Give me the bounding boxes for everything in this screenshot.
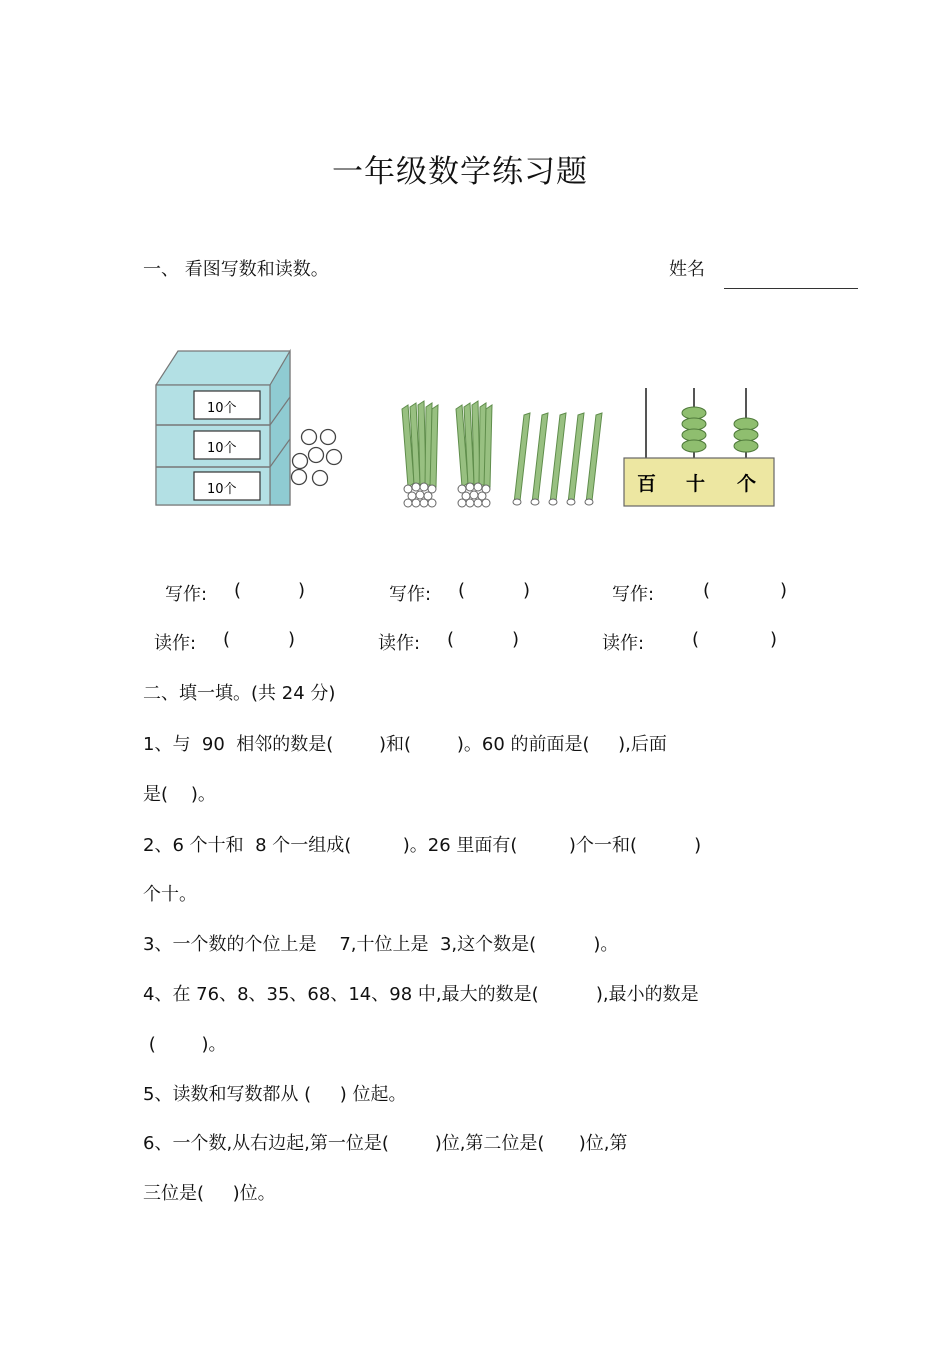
box-label-3: 10个 <box>207 482 237 497</box>
question-1-line-2: 是( )。 <box>143 784 216 805</box>
write-paren-close-2: ) <box>523 580 531 601</box>
loose-circles <box>292 430 342 486</box>
question-6-line-1: 6、一个数,从右边起,第一位是( )位,第二位是( )位,第 <box>143 1133 628 1154</box>
write-label-2: 写作: <box>389 584 432 605</box>
write-paren-close-1: ) <box>298 580 306 601</box>
read-paren-close-3: ) <box>770 629 778 650</box>
question-2-line-2: 个十。 <box>143 884 197 905</box>
write-paren-close-3: ) <box>780 580 788 601</box>
question-4-line-2: ( )。 <box>143 1034 227 1055</box>
write-paren-open-3: ( <box>703 580 711 601</box>
question-1-line-1: 1、与 90 相邻的数是( )和( )。60 的前面是( ),后面 <box>143 734 667 755</box>
abacus-label-hundreds: 百 <box>637 473 657 495</box>
name-label: 姓名 <box>669 259 705 280</box>
read-paren-close-2: ) <box>512 629 520 650</box>
question-6-line-2: 三位是( )位。 <box>143 1183 276 1204</box>
read-label-2: 读作: <box>378 633 421 654</box>
tens-beads <box>682 407 706 452</box>
abacus-figure <box>620 383 780 513</box>
stick-bundle-2 <box>456 401 492 487</box>
question-3: 3、一个数的个位上是 7,十位上是 3,这个数是( )。 <box>143 934 619 955</box>
question-5: 5、读数和写数都从 ( ) 位起。 <box>143 1084 407 1105</box>
question-4-line-1: 4、在 76、8、35、68、14、98 中,最大的数是( ),最小的数是 <box>143 984 699 1005</box>
single-sticks <box>514 413 602 503</box>
box-stack-figure <box>150 345 350 515</box>
write-label-3: 写作: <box>612 584 655 605</box>
read-paren-open-1: ( <box>223 629 231 650</box>
section1-heading: 一、 看图写数和读数。 <box>143 259 329 280</box>
read-paren-open-2: ( <box>447 629 455 650</box>
read-paren-open-3: ( <box>692 629 700 650</box>
read-label-3: 读作: <box>602 633 645 654</box>
abacus-label-ones: 个 <box>737 473 757 495</box>
write-paren-open-2: ( <box>458 580 466 601</box>
box-label-2: 10个 <box>207 441 237 456</box>
section2-heading: 二、填一填。(共 24 分) <box>143 683 336 704</box>
write-paren-open-1: ( <box>234 580 242 601</box>
stick-bundles-figure <box>398 395 608 515</box>
read-paren-close-1: ) <box>288 629 296 650</box>
question-2-line-1: 2、6 个十和 8 个一组成( )。26 里面有( )个一和( ) <box>143 835 702 856</box>
name-blank-line[interactable] <box>724 288 858 289</box>
box-label-1: 10个 <box>207 401 237 416</box>
abacus-label-tens: 十 <box>686 473 706 495</box>
read-label-1: 读作: <box>154 633 197 654</box>
stick-bundle-1 <box>402 401 438 487</box>
ones-beads <box>734 418 758 452</box>
page-title: 一年级数学练习题 <box>332 154 588 190</box>
write-label-1: 写作: <box>165 584 208 605</box>
